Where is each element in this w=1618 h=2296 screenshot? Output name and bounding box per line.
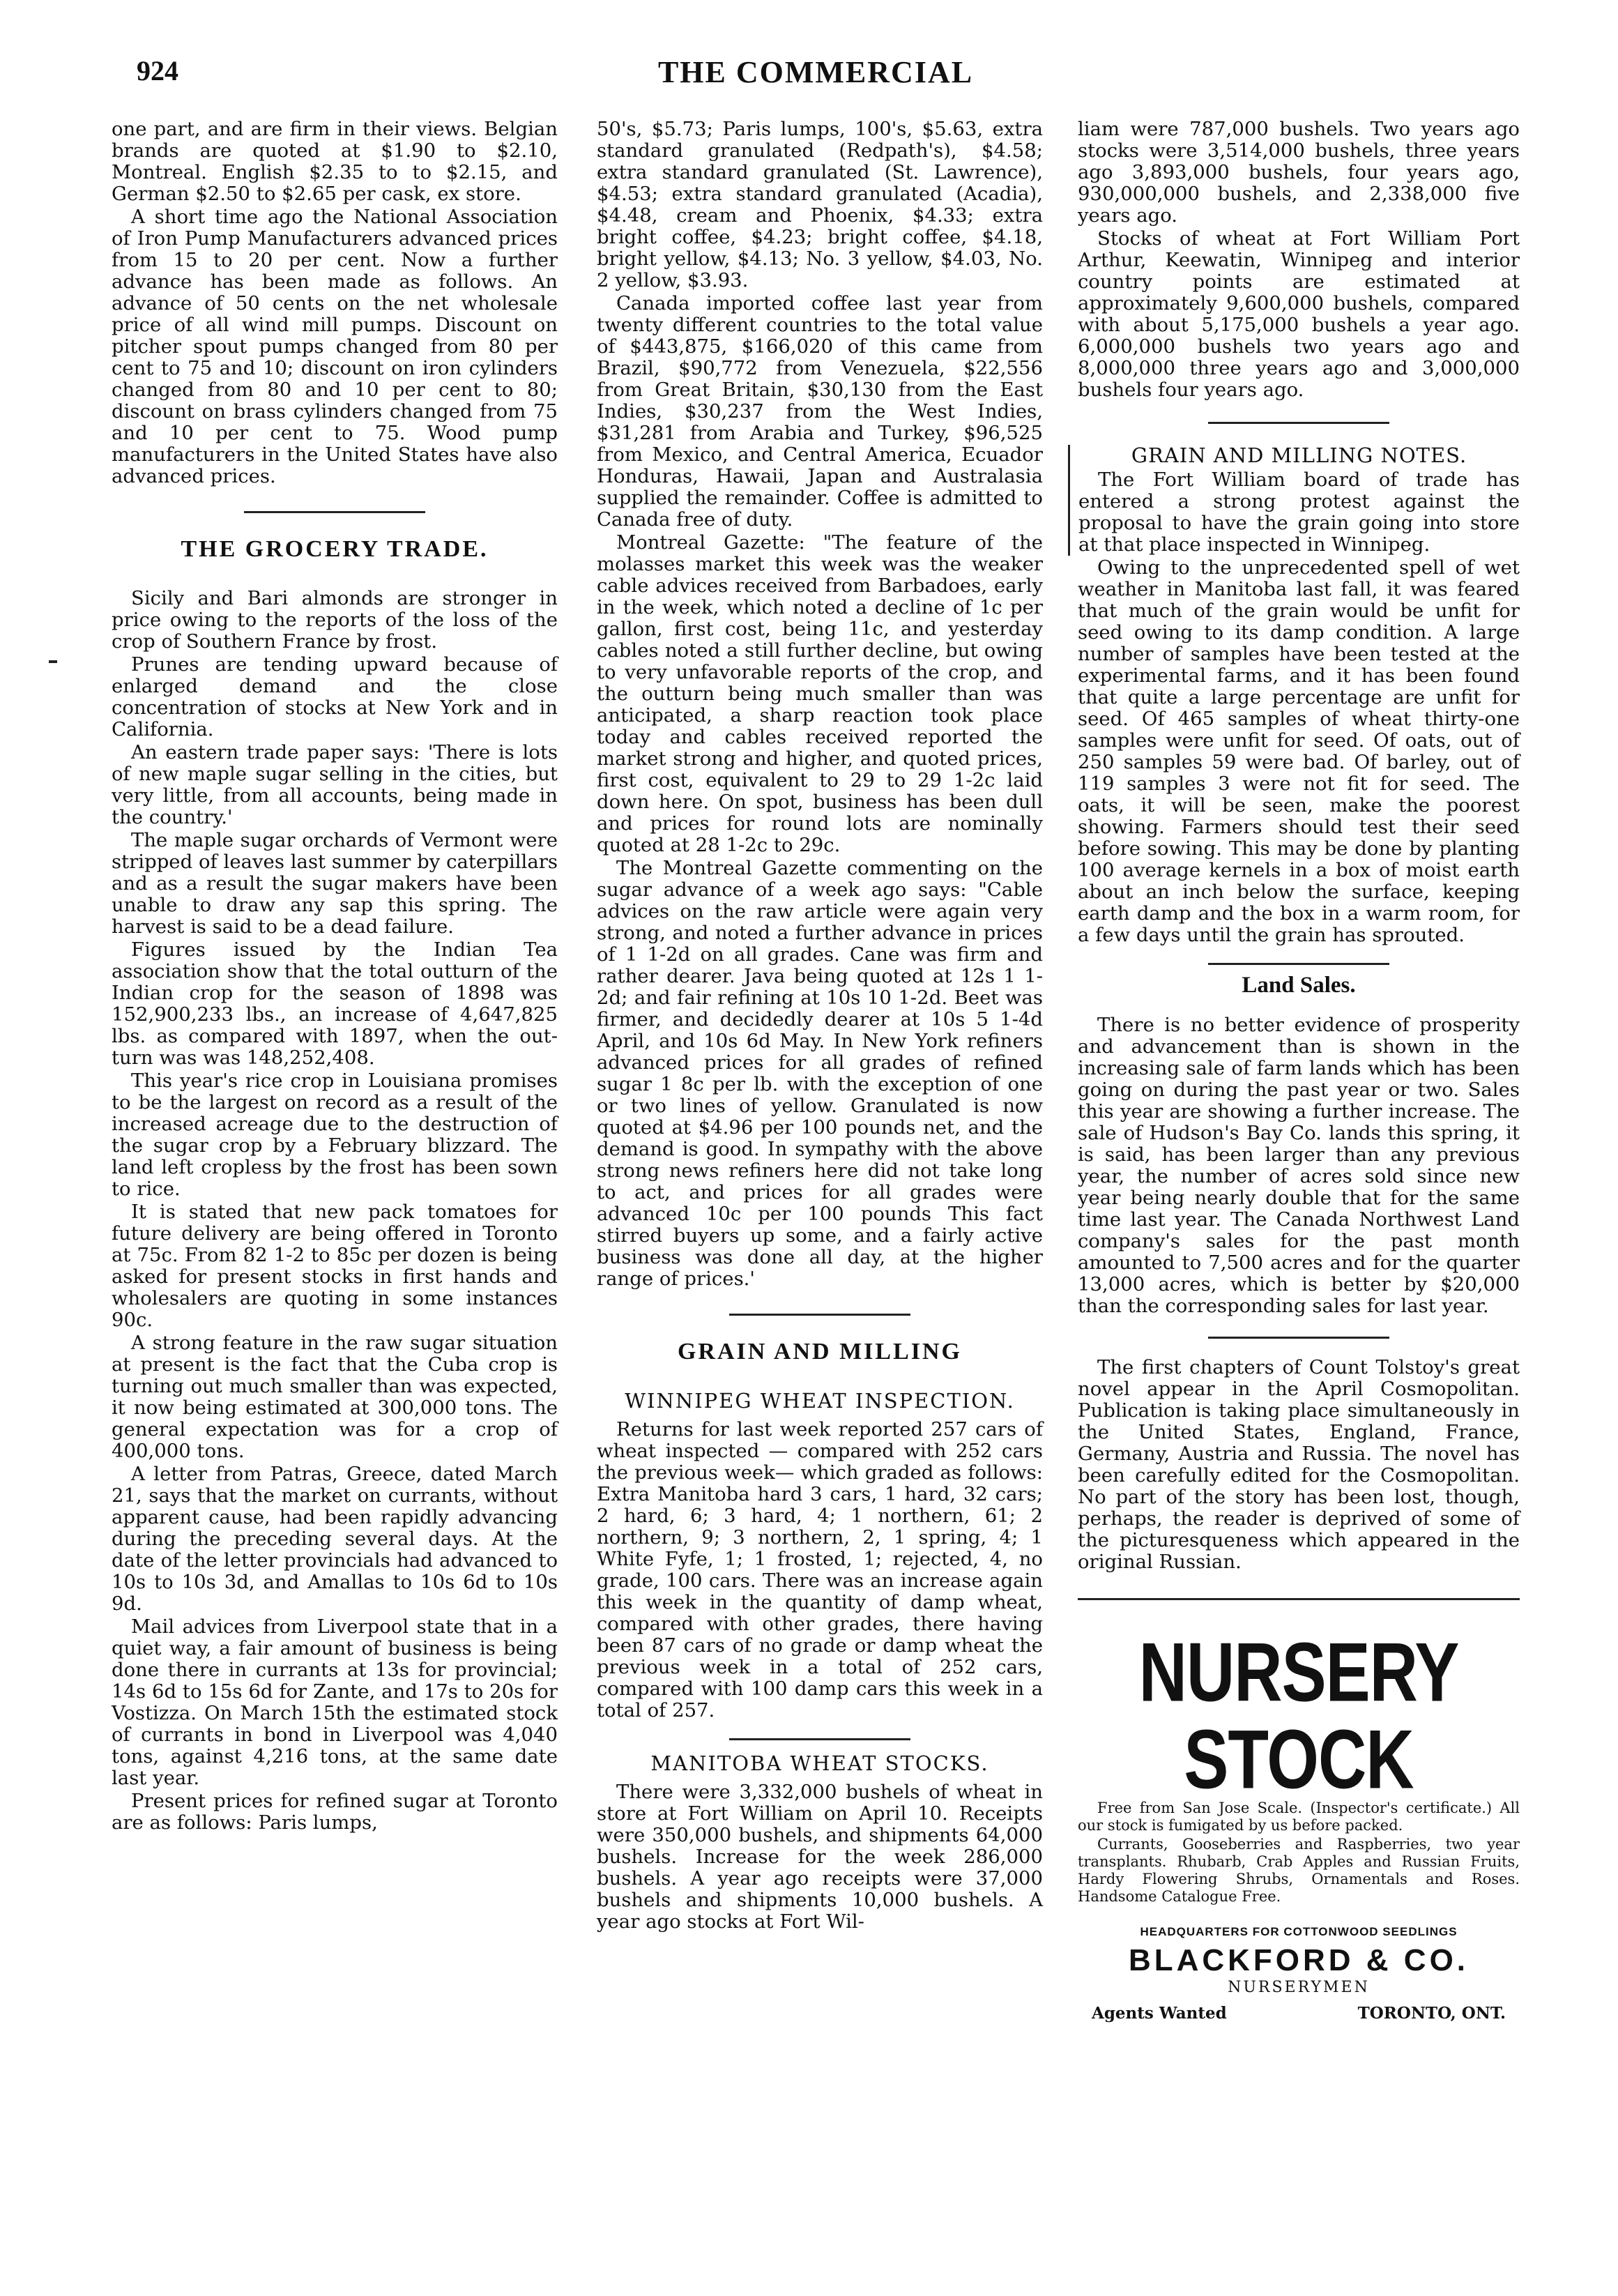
article-paragraph: Prunes are tending upward because of enlarged demand and the close concentration of stocks at New York and in California. (112, 653, 558, 740)
publication-title: THE COMMERCIAL (657, 55, 974, 89)
divider (1208, 963, 1389, 965)
ad-title: NURSERY STOCK (1138, 1626, 1459, 1807)
divider (729, 1738, 910, 1740)
article-paragraph: Owing to the unprecedented spell of wet weather in Manitoba last fall, it was feared that much of the grain would be unfit for seed owing to its damp condition. A large number of samples have been tested at the experimental farms, and it has been found that quite a large percentage are unfit for seed. Of 465 samples of wheat thirty-one samples were unfit for seed. Of oats, out of 250 samples 59 were bad. Of barley, out of 119 samples 3 were not fit for seed. The oats, it will be seen, make the poorest showing. Farmers should test their seed before sowing. This may be done by planting 100 average kernels in a box of moist earth about an inch below the surface, keeping earth damp and the box in a warm room, for a few days until the grain has sprouted. (1078, 556, 1520, 946)
article-paragraph: Stocks of wheat at Fort William Port Arthur, Keewatin, Winnipeg and interior country points are estimated at approximately 9,600,000 bushels, compared with about 5,175,000 bushels a year ago. 6,000,000 bushels two years ago and 8,000,000 three years ago and 3,000,000 bushels four years ago. (1078, 227, 1520, 401)
article-paragraph: Canada imported coffee last year from twenty different countries to the total value of $443,875, $166,020 of this came from Brazil, $90,772 from Venezuela, $22,556 from Great Britain, $30,130 from the East Indies, $30,237 from the West Indies, $31,281 from Arabia and Turkey, $96,525 from Mexico, and Central America, Ecuador Honduras, Hawaii, Japan and Australasia supplied the remainder. Coffee is admitted to Canada free of duty. (597, 292, 1043, 531)
column-1 (112, 119, 558, 1835)
ad-location: TORONTO, ONT. (1357, 2004, 1506, 2023)
article-paragraph: An eastern trade paper says: 'There is lots of new maple sugar selling in the cities, but very little, from all accounts, being made in the country.' (112, 741, 558, 828)
divider (1208, 1337, 1389, 1339)
divider (244, 511, 425, 513)
article-paragraph: Montreal Gazette: "The feature of the molasses market this week was the weaker cable advices received from Barbadoes, early in the week, which noted a decline of 1c per gallon, first cost, being 11c, and yesterday cables noted a still further decline, but owing to very unfavorable reports of the crop, and the outturn being much smaller than was anticipated, a sharp reaction took place today and cables received reported the market strong and higher, and quoted prices, first cost, equivalent to 29 to 29 1-2c laid down here. On spot, business has been dull and prices for round lots are nominally quoted at 28 1-2c to 29c. (597, 531, 1043, 856)
article-paragraph: Mail advices from Liverpool state that in a quiet way, a fair amount of business is being done there in currants at 13s for provincial; 14s 6d to 15s 6d for Zante, and 17s to 20s for Vostizza. On March 15th the estimated stock of currants in bond in Liverpool was 4,040 tons, against 4,216 tons, at the same date last year. (112, 1615, 558, 1789)
article-paragraph: Sicily and Bari almonds are stronger in price owing to the reports of the loss of the crop of Southern France by frost. (112, 587, 558, 653)
ad-text: Currants, Gooseberries and Raspberries, two year transplants. Rhubarb, Crab Apples and Russian Fruits, Hardy Flowering Shrubs, Ornamentals and Roses. Handsome Catalogue Free. (1078, 1836, 1520, 1905)
ad-text: Free from San Jose Scale. (Inspector's certificate.) All our stock is fumigated by us before packed. (1078, 1800, 1520, 1834)
article-paragraph: The maple sugar orchards of Vermont were stripped of leaves last summer by caterpillars and as a result the sugar makers have been unable to draw any sap this spring. The harvest is said to be a dead failure. (112, 829, 558, 938)
sub-heading-notes: GRAIN AND MILLING NOTES. (1131, 443, 1467, 467)
article-paragraph: liam were 787,000 bushels. Two years ago stocks were 3,514,000 bushels, three years ago 3,893,000 bushels, four years ago, 930,000,000 bushels, and 2,338,000 five years ago. (1078, 118, 1520, 227)
article-paragraph: It is stated that new pack tomatoes for future delivery are being offered in Toronto at 75c. From 82 1-2 to 85c per dozen is being asked for present stocks in first hands and wholesalers are quoting in some instances 90c. (112, 1201, 558, 1331)
article-paragraph: Figures issued by the Indian Tea association show that the total outturn of the Indian crop for the season of 1898 was 152,900,233 lbs., an increase of 4,647,825 lbs. as compared with 1897, when the out-turn was was 148,252,408. (112, 938, 558, 1069)
section-heading-grocery: THE GROCERY TRADE. (181, 536, 489, 562)
article-paragraph: A strong feature in the raw sugar situation at present is the fact that the Cuba crop is turning out much smaller than was expected, it now being estimated at 300,000 tons. The general expectation was for a crop of 400,000 tons. (112, 1332, 558, 1462)
ad-headquarters: HEADQUARTERS FOR COTTONWOOD SEEDLINGS (1140, 1925, 1458, 1938)
notes-box (1068, 445, 1520, 556)
ad-agents: Agents Wanted (1092, 2004, 1227, 2023)
article-paragraph: There is no better evidence of prosperity and advancement than is shown in the increasing sale of farm lands which has been going on during the past year or two. Sales this year are showing a further increase. The sale of Hudson's Bay Co. lands this spring, it is said, has been larger than any previous year, the number of acres sold since new year being nearly double that for the same time last year. The Canada Northwest Land company's sales for the past month amounted to 7,500 acres and for the quarter 13,000 acres, which is better by $20,000 than the corresponding sales for last year. (1078, 1014, 1520, 1317)
margin-mark (49, 660, 57, 663)
article-paragraph: This year's rice crop in Louisiana promises to be the largest on record as a result of the increased acreage due to the destruction of the sugar crop by a February blizzard. The land left cropless by the frost has been sown to rice. (112, 1070, 558, 1200)
article-paragraph: Present prices for refined sugar at Toronto are as follows: Paris lumps, (112, 1790, 558, 1834)
sub-heading-winnipeg: WINNIPEG WHEAT INSPECTION. (625, 1389, 1015, 1413)
article-paragraph: The Montreal Gazette commenting on the sugar advance of a week ago says: "Cable advices on the raw article were again very strong, and noted a further advance in prices of 1 1-2d on all grades. Cane was firm and rather dearer. Java being quoted at 12s 1 1-2d; and fair refining at 10s 10 1-2d. Beet was firmer, and decidedly dearer at 10s 5 1-4d April, and 10s 6d May. In New York refiners advanced prices for all grades of refined sugar 1 8c per lb. with the exception of one or two lines of yellow. Granulated is now quoted at $4.96 per 100 pounds net, and the demand is good. In sympathy with the above strong news refiners here did not take long to act, and prices for all grades were advanced 10c per 100 pounds This fact stirred buyers up some, and a fairly active business was done all day, at the higher range of prices.' (597, 857, 1043, 1290)
article-paragraph: There were 3,332,000 bushels of wheat in store at Fort William on April 10. Receipts were 350,000 bushels, and shipments 64,000 bushels. Increase for the week 286,000 bushels. A year ago receipts were 37,000 bushels and shipments 10,000 bushels. A year ago stocks at Fort Wil- (597, 1781, 1043, 1933)
divider (729, 1314, 910, 1316)
article-paragraph: The first chapters of Count Tolstoy's great novel appear in the April Cosmopolitan. Publication is taking place simultaneously in the United States, England, France, Germany, Austria and Russia. The novel has been carefully edited for the Cosmopolitan. No part of the story has been lost, though, perhaps, the reader is deprived of some of the picturesqueness which appeared in the original Russian. (1078, 1356, 1520, 1573)
ad-company-name: BLACKFORD & CO. (1128, 1943, 1470, 1977)
column-2 (597, 119, 1043, 1934)
section-heading-land-sales: Land Sales. (1242, 973, 1356, 998)
article-paragraph: 50's, $5.73; Paris lumps, 100's, $5.63, extra standard granulated (Redpath's), $4.58; extra standard granulated (St. Lawrence), $4.53; extra standard granulated (Acadia), $4.48, cream and Phoenix, $4.33; extra bright coffee, $4.23; bright coffee, $4.18, bright yellow, $4.13; No. 3 yellow, $4.03, No. 2 yellow, $3.93. (597, 118, 1043, 291)
divider (1208, 422, 1389, 424)
article-paragraph: The Fort William board of trade has entered a strong protest against the proposal to have the grain going into store at that place inspected in Winnipeg. (1078, 469, 1520, 556)
article-paragraph: A letter from Patras, Greece, dated March 21, says that the market on currants, without apparent cause, had been rapidly advancing during the preceding several days. At the date of the letter provincials had advanced to 10s to 10s 3d, and Amallas to 10s 6d to 10s 9d. (112, 1463, 558, 1615)
article-paragraph: one part, and are firm in their views. Belgian brands are quoted at $1.90 to $2.10, Montreal. English $2.35 to to $2.15, and German $2.50 to $2.65 per cask, ex store. (112, 118, 558, 205)
ad-footer (1092, 2002, 1506, 2024)
page-number: 924 (137, 55, 178, 86)
nursery-advertisement (1078, 1598, 1520, 2024)
article-paragraph: A short time ago the National Association of Iron Pump Manufacturers advanced prices from 15 to 20 per cent. Now a further advance has been made as follows. An advance of 50 cents on the net wholesale price of all wind mill pumps. Discount on pitcher spout pumps changed from 80 per cent to 75 and 10; discount on iron cylinders changed from 80 and 10 per cent to 80; discount on brass cylinders changed from 75 and 10 per cent to 75. Wood pump manufacturers in the United States have also advanced prices. (112, 206, 558, 487)
ad-trade: NURSERYMEN (1228, 1979, 1370, 1996)
article-paragraph: Returns for last week reported 257 cars of wheat inspected — compared with 252 cars the previous week— which graded as follows: Extra Manitoba hard 3 cars, 1 hard, 32 cars; 2 hard, 6; 3 hard, 4; 1 northern, 61; 2 northern, 9; 3 northern, 2, 1 spring, 4; 1 White Fyfe, 1; 1 frosted, 1; rejected, 4, no grade, 100 cars. There was an increase again this week in the quantity of damp wheat, compared with other grades, there having been 87 cars of no grade or damp wheat the previous week in a total of 252 cars, compared with 100 damp cars this week in a total of 257. (597, 1418, 1043, 1721)
column-3 (1078, 119, 1520, 2024)
section-heading-grain: GRAIN AND MILLING (677, 1339, 963, 1364)
sub-heading-stocks: MANITOBA WHEAT STOCKS. (650, 1751, 989, 1775)
